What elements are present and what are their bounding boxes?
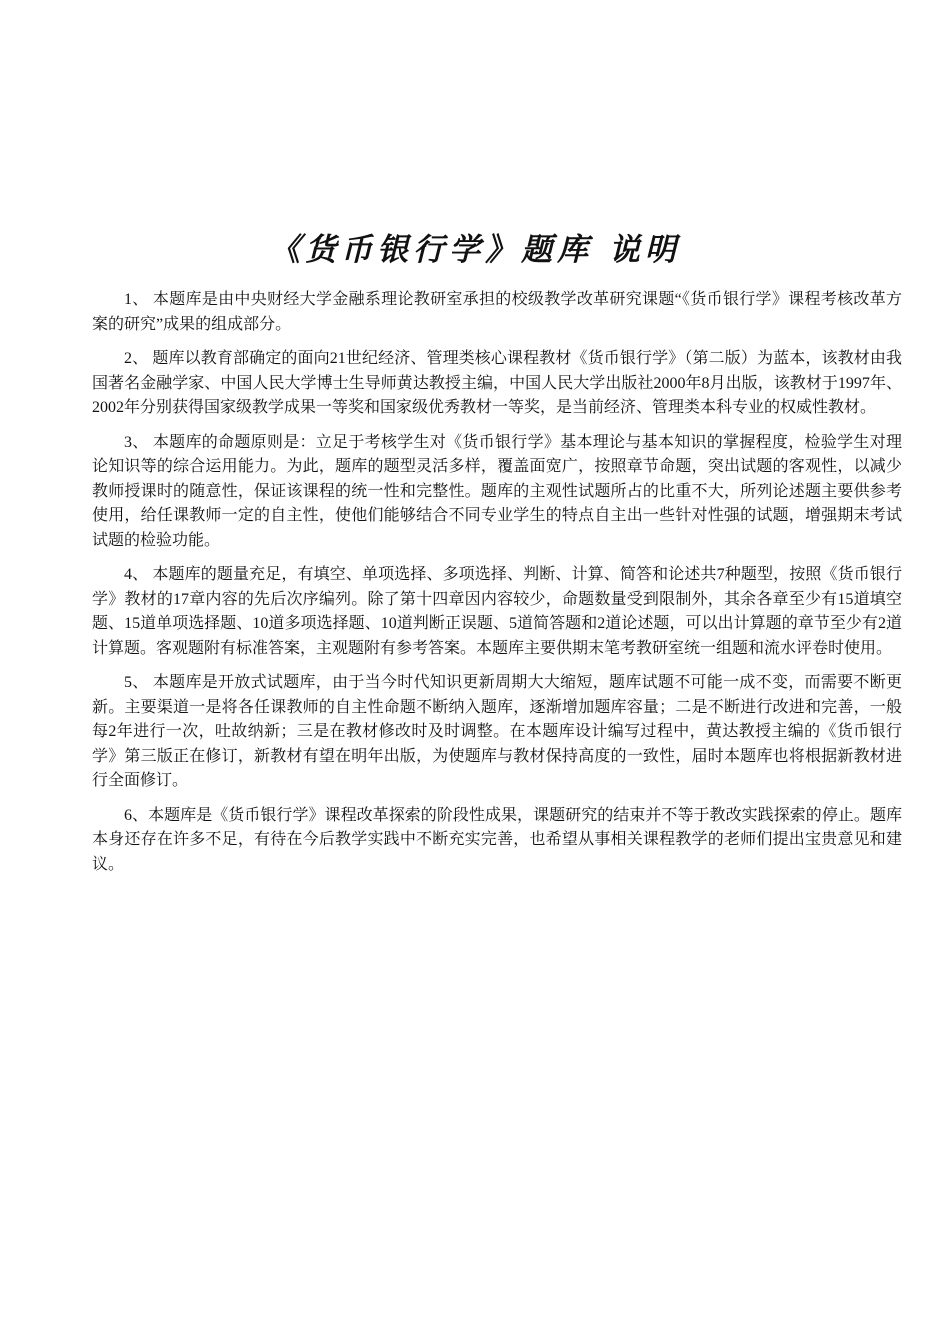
paragraph-2: 2、 题库以教育部确定的面向21世纪经济、管理类核心课程教材《货币银行学》（第二版）为蓝本，该教材由我国著名金融学家、中国人民大学博士生导师黄达教授主编，中国人民大学出版社2000年8月出版，该教材于1997年、2002年分别获得国家级教学成果一等奖和国家级优秀教材一等奖，是当前经济、管理类本科专业的权威性教材。: [92, 350, 902, 416]
document-body: [92, 288, 902, 887]
paragraph-6: 6、本题库是《货币银行学》课程改革探索的阶段性成果，课题研究的结束并不等于教改实践探索的停止。题库本身还存在许多不足，有待在今后教学实践中不断充实完善，也希望从事相关课程教学的老师们提出宝贵意见和建议。: [92, 806, 902, 873]
paragraph-3: 3、 本题库的命题原则是：立足于考核学生对《货币银行学》基本理论与基本知识的掌握程度，检验学生对理论知识等的综合运用能力。为此，题库的题型灵活多样，覆盖面宽广，按照章节命题，突出试题的客观性，以减少教师授课时的随意性，保证该课程的统一性和完整性。题库的主观性试题所占的比重不大，所列论述题主要供参考使用，给任课教师一定的自主性，使他们能够结合不同专业学生的特点自主出一些针对性强的试题，增强期末考试试题的检验功能。: [92, 433, 902, 549]
paragraph-5: 5、 本题库是开放式试题库，由于当今时代知识更新周期大大缩短，题库试题不可能一成不变，而需要不断更新。主要渠道一是将各任课教师的自主性命题不断纳入题库，逐渐增加题库容量；二是不断进行改进和完善，一般每2年进行一次，吐故纳新；三是在教材修改时及时调整。在本题库设计编写过程中，黄达教授主编的《货币银行学》第三版正在修订，新教材有望在明年出版，为使题库与教材保持高度的一致性，届时本题库也将根据新教材进行全面修订。: [92, 674, 902, 789]
paragraph-1: 1、 本题库是由中央财经大学金融系理论教研室承担的校级教学改革研究课题“《货币银行学》课程考核改革方案的研究”成果的组成部分。: [92, 291, 902, 333]
document-title: 《货币银行学》题库 说明: [269, 232, 681, 268]
paragraph-4: 4、 本题库的题量充足，有填空、单项选择、多项选择、判断、计算、简答和论述共7种题型，按照《货币银行学》教材的17章内容的先后次序编列。除了第十四章因内容较少，命题数量受到限制外，其余各章至少有15道填空题、15道单项选择题、10道多项选择题、10道判断正误题、5道简答题和2道论述题，可以出计算题的章节至少有2道计算题。客观题附有标准答案，主观题附有参考答案。本题库主要供期末笔考教研室统一组题和流水评卷时使用。: [92, 566, 902, 657]
